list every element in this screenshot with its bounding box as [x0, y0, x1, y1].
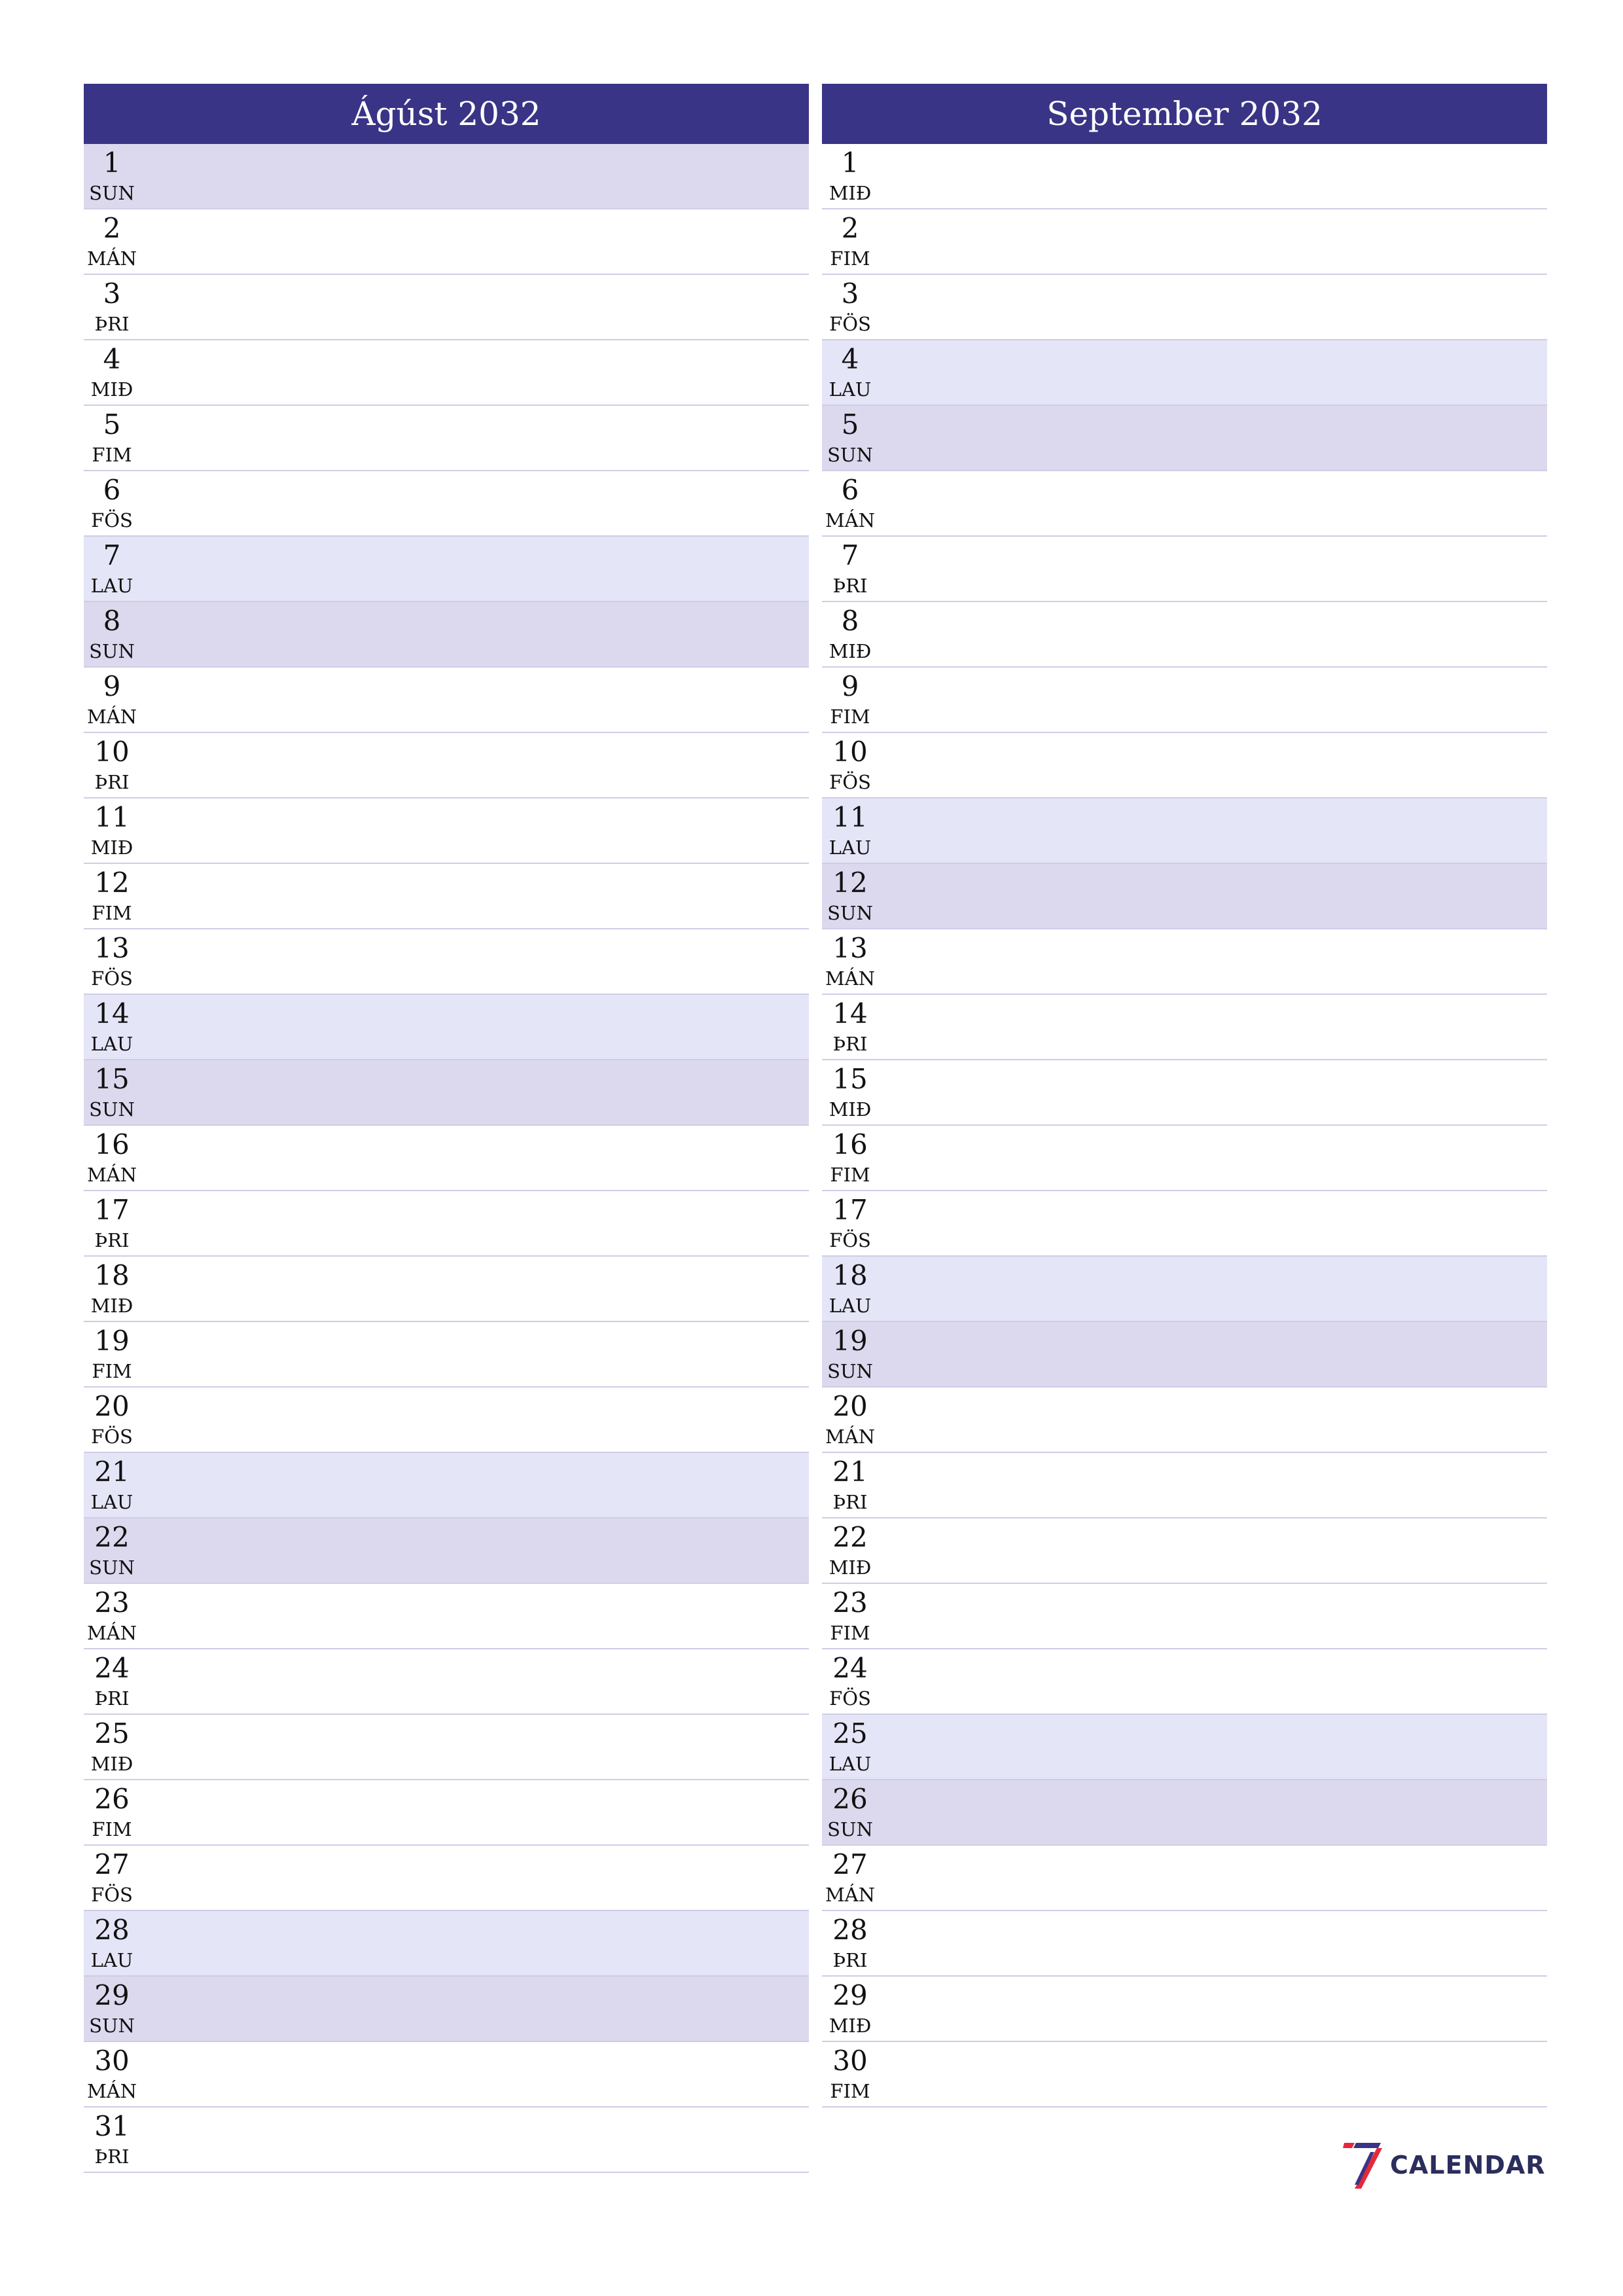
day-row	[84, 668, 809, 733]
day-name: SUN	[827, 1818, 873, 1840]
day-number: 13	[94, 932, 130, 964]
day-row	[822, 1388, 1547, 1453]
day-number: 28	[94, 1914, 130, 1946]
day-row	[84, 1060, 809, 1126]
day-name: ÞRI	[94, 2145, 130, 2168]
day-name: SUN	[827, 902, 873, 924]
day-name: MÁN	[825, 509, 875, 531]
day-name: LAU	[829, 1753, 872, 1775]
day-number: 9	[841, 670, 859, 702]
day-number: 20	[832, 1390, 868, 1422]
day-name: ÞRI	[94, 1229, 130, 1251]
day-row	[84, 1584, 809, 1649]
day-number: 8	[841, 605, 859, 637]
day-row	[84, 1388, 809, 1453]
day-name: FÖS	[91, 967, 133, 990]
day-number: 29	[94, 1979, 130, 2011]
day-name: SUN	[827, 1360, 873, 1382]
day-name: FIM	[830, 1164, 870, 1186]
day-number: 17	[94, 1194, 130, 1226]
day-row	[84, 340, 809, 406]
day-row	[822, 1911, 1547, 1977]
day-number: 4	[103, 343, 121, 375]
day-name: SUN	[89, 1098, 135, 1121]
day-name: MÁN	[86, 2080, 137, 2102]
day-number: 20	[94, 1390, 130, 1422]
day-name: ÞRI	[832, 575, 868, 597]
day-row	[822, 1584, 1547, 1649]
day-number: 11	[832, 801, 868, 833]
month-header	[84, 84, 809, 144]
day-number: 13	[832, 932, 868, 964]
day-row	[822, 1453, 1547, 1518]
day-number: 6	[841, 474, 859, 506]
day-number: 26	[94, 1783, 130, 1815]
month-september	[822, 84, 1547, 2108]
day-row	[822, 1846, 1547, 1911]
day-row	[822, 1715, 1547, 1780]
day-row	[822, 471, 1547, 537]
day-number: 21	[832, 1456, 868, 1488]
day-row	[84, 537, 809, 602]
day-row	[84, 1126, 809, 1191]
day-number: 25	[832, 1717, 868, 1749]
day-name: SUN	[89, 2015, 135, 2037]
day-row	[822, 1977, 1547, 2042]
day-number: 3	[103, 278, 121, 310]
day-name: MÁN	[825, 1884, 875, 1906]
day-name: MIÐ	[829, 1098, 872, 1121]
day-name: FÖS	[829, 313, 871, 335]
logo-blue-stripe	[1353, 2143, 1381, 2148]
day-name: ÞRI	[832, 1033, 868, 1055]
day-number: 26	[832, 1783, 868, 1815]
day-number: 25	[94, 1717, 130, 1749]
day-row	[822, 406, 1547, 471]
day-name: MIÐ	[829, 2015, 872, 2037]
day-row	[822, 1649, 1547, 1715]
month-header	[822, 84, 1547, 144]
day-row	[84, 995, 809, 1060]
day-number: 24	[832, 1652, 868, 1684]
day-row	[822, 1322, 1547, 1388]
day-number: 22	[832, 1521, 868, 1553]
day-number: 14	[94, 997, 130, 1030]
brand-logo	[1342, 2139, 1545, 2191]
day-number: 17	[832, 1194, 868, 1226]
day-name: FÖS	[829, 1687, 871, 1710]
day-name: FIM	[92, 902, 132, 924]
day-number: 23	[94, 1587, 130, 1619]
day-name: LAU	[90, 1033, 134, 1055]
day-number: 30	[832, 2045, 868, 2077]
day-row	[84, 406, 809, 471]
day-number: 12	[832, 867, 868, 899]
day-name: FIM	[830, 706, 870, 728]
day-row	[84, 1453, 809, 1518]
day-number: 5	[841, 408, 859, 440]
day-name: ÞRI	[94, 771, 130, 793]
day-row	[84, 2042, 809, 2108]
month-title: September 2032	[1046, 95, 1323, 133]
day-row	[84, 471, 809, 537]
day-name: MÁN	[825, 967, 875, 990]
day-name: SUN	[89, 640, 135, 662]
day-row	[84, 144, 809, 209]
day-name: FÖS	[91, 1884, 133, 1906]
day-number: 28	[832, 1914, 868, 1946]
day-number: 1	[841, 147, 859, 179]
day-row	[84, 1846, 809, 1911]
day-row	[84, 2108, 809, 2173]
day-name: MÁN	[86, 706, 137, 728]
day-list	[84, 144, 809, 2173]
day-number: 22	[94, 1521, 130, 1553]
day-name: LAU	[90, 1949, 134, 1971]
day-number: 3	[841, 278, 859, 310]
day-name: MIÐ	[829, 1556, 872, 1579]
day-row	[822, 1780, 1547, 1846]
seven-logo-icon	[1342, 2139, 1383, 2191]
day-name: FIM	[830, 2080, 870, 2102]
day-name: ÞRI	[832, 1491, 868, 1513]
day-name: MIÐ	[90, 1295, 134, 1317]
day-number: 16	[94, 1128, 130, 1160]
day-name: LAU	[829, 378, 872, 401]
day-name: ÞRI	[94, 313, 130, 335]
day-number: 6	[103, 474, 121, 506]
day-name: LAU	[90, 1491, 134, 1513]
day-name: FÖS	[91, 509, 133, 531]
day-number: 27	[832, 1848, 868, 1880]
day-row	[822, 2042, 1547, 2108]
day-row	[84, 1191, 809, 1257]
day-name: MIÐ	[90, 836, 134, 859]
day-number: 1	[103, 147, 121, 179]
day-number: 21	[94, 1456, 130, 1488]
day-number: 27	[94, 1848, 130, 1880]
day-name: LAU	[829, 836, 872, 859]
day-row	[822, 1060, 1547, 1126]
day-name: FÖS	[91, 1426, 133, 1448]
day-row	[84, 864, 809, 929]
day-name: FIM	[830, 1622, 870, 1644]
day-row	[84, 1977, 809, 2042]
day-row	[84, 1322, 809, 1388]
day-name: SUN	[89, 1556, 135, 1579]
day-row	[84, 1715, 809, 1780]
day-name: FIM	[92, 1818, 132, 1840]
day-row	[822, 602, 1547, 668]
day-number: 2	[841, 212, 859, 244]
day-number: 15	[832, 1063, 868, 1095]
day-name: MÁN	[86, 1164, 137, 1186]
day-row	[822, 864, 1547, 929]
day-number: 12	[94, 867, 130, 899]
day-name: MIÐ	[90, 1753, 134, 1775]
day-name: LAU	[829, 1295, 872, 1317]
logo-red-stripe	[1343, 2143, 1355, 2148]
day-row	[822, 537, 1547, 602]
day-row	[822, 209, 1547, 275]
day-row	[84, 602, 809, 668]
day-name: SUN	[827, 444, 873, 466]
day-row	[84, 798, 809, 864]
day-number: 14	[832, 997, 868, 1030]
day-row	[822, 1257, 1547, 1322]
day-name: FÖS	[829, 771, 871, 793]
day-row	[822, 1191, 1547, 1257]
day-number: 2	[103, 212, 121, 244]
day-number: 24	[94, 1652, 130, 1684]
day-name: MIÐ	[90, 378, 134, 401]
day-row	[84, 209, 809, 275]
day-row	[84, 1257, 809, 1322]
day-name: LAU	[90, 575, 134, 597]
month-title: Ágúst 2032	[351, 95, 541, 133]
day-number: 16	[832, 1128, 868, 1160]
day-number: 19	[94, 1325, 130, 1357]
day-name: FIM	[92, 1360, 132, 1382]
day-row	[822, 275, 1547, 340]
day-row	[822, 668, 1547, 733]
day-number: 11	[94, 801, 130, 833]
day-name: MIÐ	[829, 182, 872, 204]
day-name: SUN	[89, 182, 135, 204]
day-name: FIM	[92, 444, 132, 466]
day-number: 7	[103, 539, 121, 571]
month-august	[84, 84, 809, 2173]
brand-text: CALENDAR	[1390, 2151, 1546, 2179]
day-row	[822, 733, 1547, 798]
day-row	[84, 275, 809, 340]
day-row	[822, 995, 1547, 1060]
day-row	[822, 1126, 1547, 1191]
day-row	[822, 929, 1547, 995]
day-number: 10	[94, 736, 130, 768]
day-name: FIM	[830, 247, 870, 270]
day-number: 23	[832, 1587, 868, 1619]
day-number: 18	[94, 1259, 130, 1291]
day-number: 30	[94, 2045, 130, 2077]
day-row	[822, 340, 1547, 406]
day-number: 10	[832, 736, 868, 768]
day-number: 31	[94, 2110, 130, 2142]
day-name: ÞRI	[94, 1687, 130, 1710]
day-number: 19	[832, 1325, 868, 1357]
day-row	[84, 733, 809, 798]
day-row	[822, 144, 1547, 209]
day-name: ÞRI	[832, 1949, 868, 1971]
day-number: 5	[103, 408, 121, 440]
day-name: MÁN	[86, 247, 137, 270]
day-number: 7	[841, 539, 859, 571]
day-name: MIÐ	[829, 640, 872, 662]
day-name: MÁN	[825, 1426, 875, 1448]
day-number: 15	[94, 1063, 130, 1095]
day-row	[822, 1518, 1547, 1584]
day-name: MÁN	[86, 1622, 137, 1644]
day-name: FÖS	[829, 1229, 871, 1251]
day-number: 8	[103, 605, 121, 637]
day-number: 9	[103, 670, 121, 702]
day-number: 29	[832, 1979, 868, 2011]
day-list	[822, 144, 1547, 2108]
day-row	[84, 1649, 809, 1715]
day-row	[84, 1518, 809, 1584]
day-number: 4	[841, 343, 859, 375]
day-row	[84, 929, 809, 995]
day-row	[84, 1911, 809, 1977]
day-number: 18	[832, 1259, 868, 1291]
day-row	[822, 798, 1547, 864]
day-row	[84, 1780, 809, 1846]
